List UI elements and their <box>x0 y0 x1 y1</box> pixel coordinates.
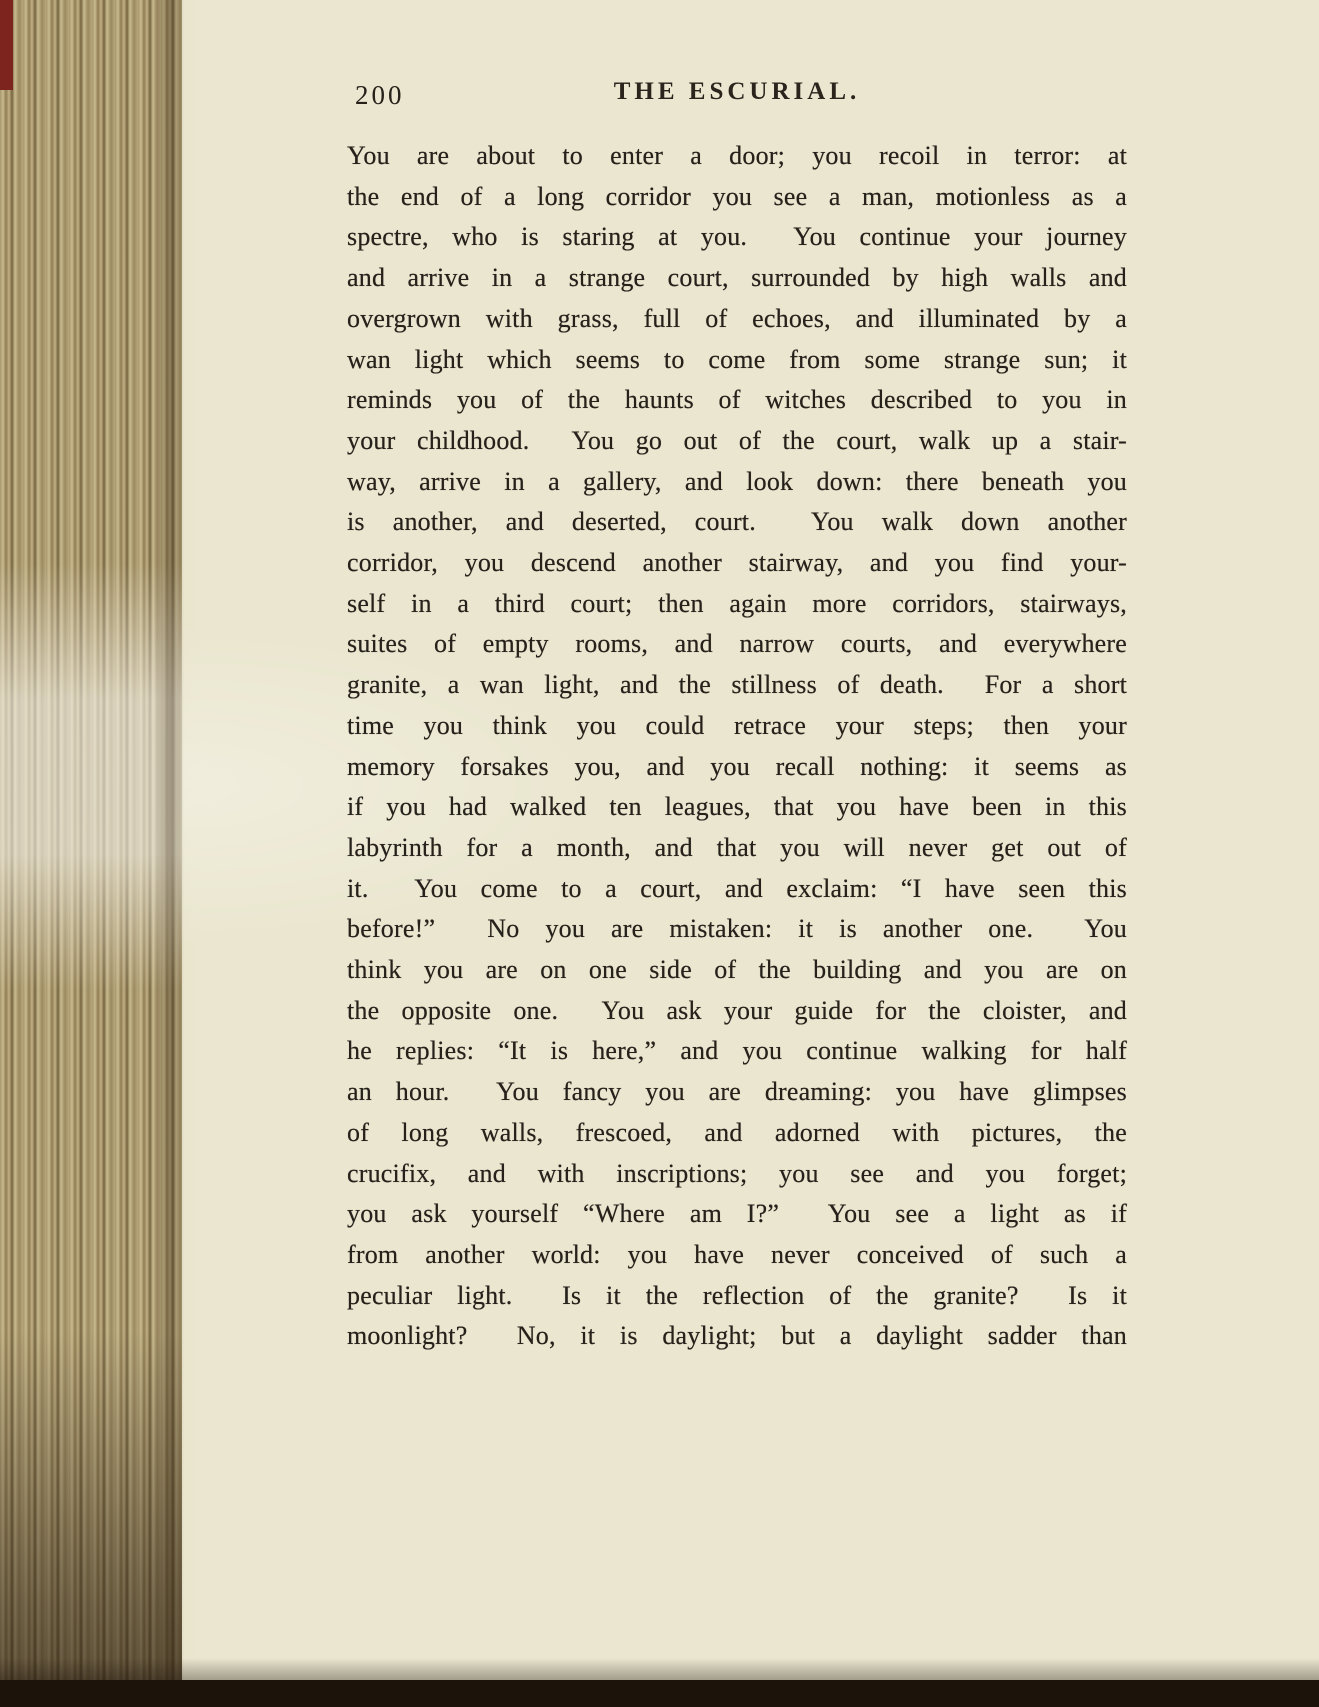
text-line: an hour. You fancy you are dreaming: you have glimpses <box>347 1077 1127 1107</box>
scan-bottom-shadow <box>0 1680 1319 1707</box>
scan-bottom-fade <box>0 1658 1319 1680</box>
text-line: moonlight? No, it is daylight; but a daylight sadder than <box>347 1321 1127 1351</box>
text-line: memory forsakes you, and you recall nothing: it seems as <box>347 751 1127 781</box>
text-line: the end of a long corridor you see a man, motionless as a <box>347 181 1127 211</box>
running-title: THE ESCURIAL. <box>613 78 861 105</box>
page-number: 200 <box>355 80 405 110</box>
text-line: if you had walked ten leagues, that you have been in this <box>347 792 1127 822</box>
text-line: corridor, you descend another stairway, and you find your- <box>347 548 1127 578</box>
text-line: suites of empty rooms, and narrow courts, and everywhere <box>347 629 1127 659</box>
page-header <box>347 78 1127 112</box>
text-line: from another world: you have never conceived of such a <box>347 1239 1127 1269</box>
text-line: think you are on one side of the building and you are on <box>347 955 1127 985</box>
text-line: reminds you of the haunts of witches described to you in <box>347 385 1127 415</box>
text-line: he replies: “It is here,” and you continue walking for half <box>347 1036 1127 1066</box>
text-line: labyrinth for a month, and that you will never get out of <box>347 832 1127 862</box>
text-line: granite, a wan light, and the stillness of death. For a short <box>347 670 1127 700</box>
text-line: before!” No you are mistaken: it is another one. You <box>347 914 1127 944</box>
text-line: and arrive in a strange court, surrounded by high walls and <box>347 263 1127 293</box>
text-line: you ask yourself “Where am I?” You see a light as if <box>347 1199 1127 1229</box>
text-line: You are about to enter a door; you recoil in terror: at <box>347 141 1127 170</box>
page-text <box>347 136 1127 1357</box>
text-line: crucifix, and with inscriptions; you see and you forget; <box>347 1158 1127 1188</box>
text-line: it. You come to a court, and exclaim: “I have seen this <box>347 873 1127 903</box>
gutter-shadow <box>154 0 184 1707</box>
text-line: peculiar light. Is it the reflection of the granite? Is it <box>347 1280 1127 1310</box>
text-line: of long walls, frescoed, and adorned with pictures, the <box>347 1117 1127 1147</box>
text-line: overgrown with grass, full of echoes, and illuminated by a <box>347 303 1127 333</box>
text-line: self in a third court; then again more corridors, stairways, <box>347 588 1127 618</box>
book-page <box>182 0 1319 1680</box>
text-line: way, arrive in a gallery, and look down: there beneath you <box>347 466 1127 496</box>
text-line: the opposite one. You ask your guide for the cloister, and <box>347 995 1127 1025</box>
text-line: spectre, who is staring at you. You continue your journey <box>347 222 1127 252</box>
binding-red-sliver <box>0 0 13 90</box>
text-line: is another, and deserted, court. You walk down another <box>347 507 1127 537</box>
text-line: wan light which seems to come from some strange sun; it <box>347 344 1127 374</box>
text-line: time you think you could retrace your steps; then your <box>347 710 1127 740</box>
text-line: your childhood. You go out of the court, walk up a stair- <box>347 425 1127 455</box>
